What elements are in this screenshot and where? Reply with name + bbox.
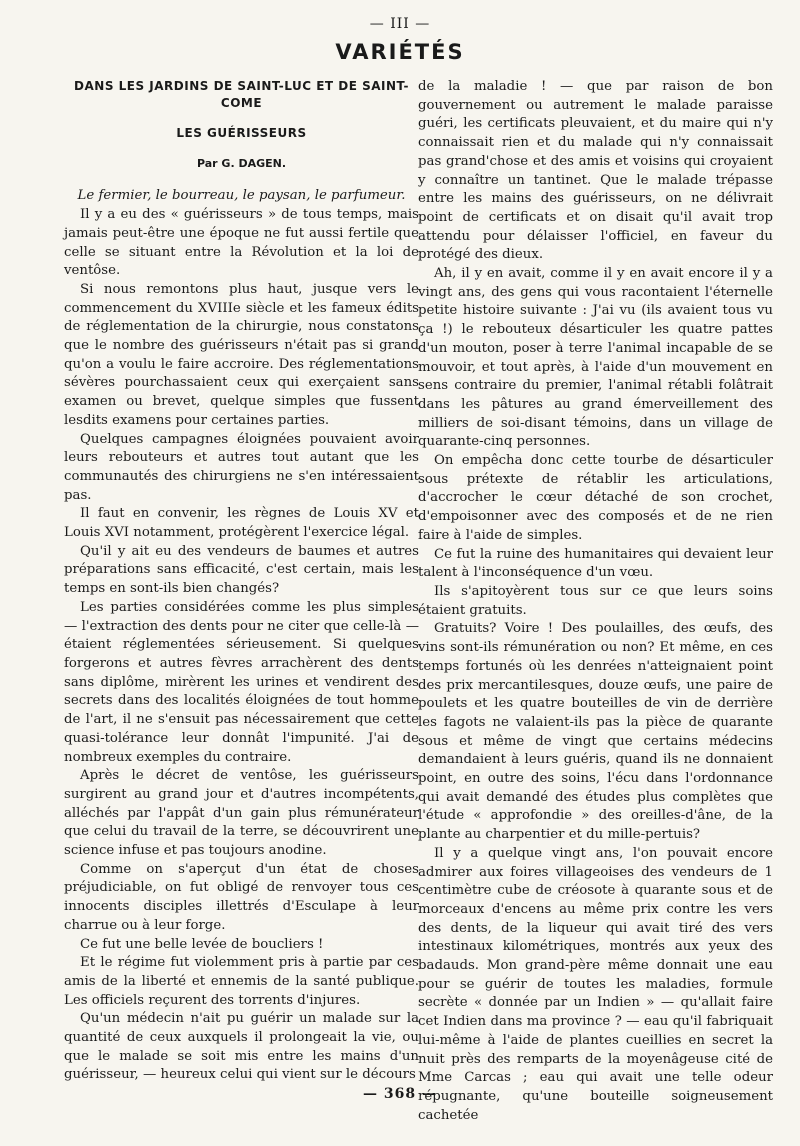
paragraph: Ah, il y en avait, comme il y en avait encore il y a vingt ans, des gens qui vous racontaient l'éternelle petite histoire suivante : J'ai vu (ils avaient tous vu ça !) le rebouteux désarticuler les quatre pattes d'un mouton, poser à terre l'animal incapable de se mouvoir, et tout après, à l'aide d'un mouvement en sens contraire du premier, l'animal rétabli folâtrait dans les pâtures au grand émerveillement des milliers de soi-disant témoins, dans un village de quarante-cinq personnes. — [418, 266, 773, 450]
paragraph: Comme on s'aperçut d'un état de choses préjudiciable, on fut obligé de renvoyer tous ces innocents disciples illettrés d'Esculape à leur charrue ou à leur forge. — [64, 861, 419, 933]
article-subtitle: LES GUÉRISSEURS — [176, 126, 307, 140]
page-number-bottom: — 368 — — [363, 1086, 437, 1102]
paragraph: Qu'un médecin n'ait pu guérir un malade sur la quantité de ceux auxquels il prolongeait la vie, ou que le malade se soit mis entre les mains d'un guérisseur, — heureux celui qui vient sur le décours — [64, 1011, 419, 1083]
paragraph: Quelques campagnes éloignées pouvaient avoir leurs rebouteurs et autres tout autant que les communautés des chirurgiens ne s'en intéressaient pas. — [64, 431, 419, 503]
paragraph: Il y a eu des « guérisseurs » de tous temps, mais jamais peut-être une époque ne fut aussi fertile que celle se situant entre la Révolution et la loi de ventôse. — [64, 207, 419, 279]
paragraph: Les parties considérées comme les plus simples — l'extraction des dents pour ne citer que celle-là — étaient réglementées sérieusement. Si quelques forgerons et autres fèvres arrachèrent des dents sans diplôme, mirèrent les urines et vendirent des secrets dans des localités éloignées de tout homme de l'art, il ne s'ensuit pas nécessairement que cette quasi-tolérance leur donnât l'impunité. J'ai de nombreux exemples du contraire. — [64, 599, 419, 765]
page-number-top: — III — — [369, 16, 431, 32]
paragraph: de la maladie ! — que par raison de bon gouvernement ou autrement le malade paraisse guéri, les certificats pleuvaient, et du maire qui n'y connaissait rien et du malade qui n'y connaissait pas grand'chose et des amis et voisins qui croyaient y connaître un tantinet. Que le malade trépasse entre les mains des guérisseurs, on ne délivrait point de certificats et on disait qu'il avait trop attendu pour délaisser l'officiel, en faveur du protégé des dieux. — [418, 79, 773, 263]
paragraph: On empêcha donc cette tourbe de désarticuler sous prétexte de rétablir les articulations, d'accrocher le cœur détaché de son crochet, d'empoisonner avec des composés et de ne rien faire à l'aide de simples. — [418, 453, 773, 543]
paragraph: Il y a quelque vingt ans, l'on pouvait encore admirer aux foires villageoises des vendeurs de 1 centimètre cube de créosote à quarante sous et de morceaux d'encens au même prix contre les vers des dents, de la liqueur qui avait tiré des vers intestinaux kilométriques, montrés aux yeux des badauds. Mon grand-père même donnait une eau pour se guérir de toutes les maladies, formule secrète « donnée par un Indien » — qu'allait faire cet Indien dans ma province ? — eau qu'il fabriquait lui-même à l'aide de plantes cueillies en secret la nuit près des remparts de la moyenâgeuse cité de Mme Carcas ; eau qui avait une telle odeur répugnante, qu'une bouteille soigneusement cachetée — [418, 845, 773, 1123]
paragraph: Gratuits? Voire ! Des poulailles, des œufs, des vins sont-ils rémunération ou non? Et même, en ces temps fortunés où les denrées n'atteignaient point des prix mercantilesques, douze œufs, une paire de poulets et les quatre bouteilles de vin de derrière les fagots ne valaient-ils pas la pièce de quarante sous et même de vingt que certains médecins demandaient à leurs guéris, quand ils ne donnaient point, en outre des soins, l'écu dans l'ordonnance qui avait demandé des études plus complètes que l'étude « approfondie » des oreilles-d'âne, de la plante au charpentier et du mille-pertuis? — [418, 621, 773, 843]
article-author: Par G. DAGEN. — [196, 156, 287, 170]
paragraph: Et le régime fut violemment pris à partie par ces amis de la liberté et ennemis de la santé publique. Les officiels reçurent des torrents d'injures. — [64, 955, 419, 1008]
paragraph: Si nous remontons plus haut, jusque vers le commencement du XVIIIe siècle et les fameux édits de réglementation de la chirurgie, nous constatons que le nombre des guérisseurs n'était pas si grand qu'on a voulu le faire accroire. Des réglementations sévères pourchassaient ceux qui exerçaient sans examen ou brevet, quelque simples que fussent lesdits examens pour certaines parties. — [64, 281, 419, 428]
article-title: DANS LES JARDINS DE SAINT-LUC ET DE SAINT-COME — [74, 79, 409, 110]
paragraph: Il faut en convenir, les règnes de Louis XV et Louis XVI notamment, protégèrent l'exercice légal. — [64, 506, 419, 541]
paragraph: Après le décret de ventôse, les guérisseurs surgirent au grand jour et d'autres incompétents, alléchés par l'appât d'un gain plus rémunérateur que celui du travail de la terre, se découvrirent une science infuse et pas toujours anodine. — [64, 768, 419, 859]
left-column — [64, 78, 419, 1088]
paragraph: Ce fut une belle levée de boucliers ! — [80, 936, 324, 952]
paragraph: Ce fut la ruine des humanitaires qui devaient leur talent à l'inconséquence d'un vœu. — [418, 546, 773, 581]
paragraph: Ils s'apitoyèrent tous sur ce que leurs soins étaient gratuits. — [418, 583, 773, 618]
paragraph: Qu'il y ait eu des vendeurs de baumes et autres préparations sans efficacité, c'est certain, mais les temps en sont-ils bien changés? — [64, 543, 419, 597]
section-title: VARIÉTÉS — [335, 40, 465, 64]
right-column — [418, 78, 773, 1123]
epigraph: Le fermier, le bourreau, le paysan, le parfumeur. — [77, 188, 406, 204]
